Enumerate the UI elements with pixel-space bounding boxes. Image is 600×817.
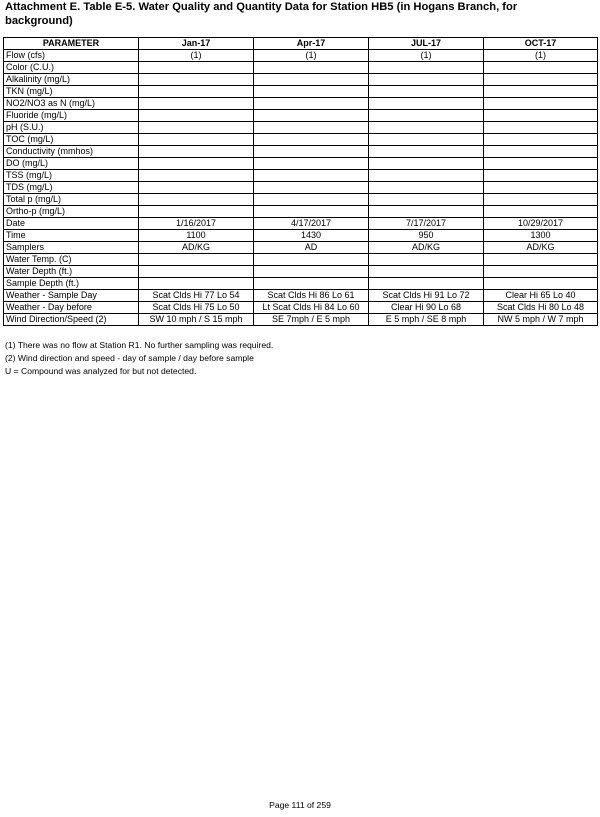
value-cell [254, 266, 369, 278]
value-cell [139, 170, 254, 182]
footnote: (1) There was no flow at Station R1. No further sampling was required. [5, 340, 274, 350]
value-cell: E 5 mph / SE 8 mph [369, 314, 484, 326]
value-cell [369, 74, 484, 86]
table-row [4, 218, 598, 230]
table-row [4, 278, 598, 290]
value-cell [484, 170, 598, 182]
parameter-cell: Total p (mg/L) [4, 194, 139, 206]
value-cell [369, 182, 484, 194]
table-row [4, 194, 598, 206]
value-cell: 7/17/2017 [369, 218, 484, 230]
value-cell: NW 5 mph / W 7 mph [484, 314, 598, 326]
column-header: PARAMETER [4, 38, 139, 50]
value-cell [369, 170, 484, 182]
value-cell: (1) [369, 50, 484, 62]
parameter-cell: Color (C.U.) [4, 62, 139, 74]
value-cell [484, 98, 598, 110]
value-cell [369, 266, 484, 278]
parameter-cell: Ortho-p (mg/L) [4, 206, 139, 218]
value-cell: Clear Hi 65 Lo 40 [484, 290, 598, 302]
table-row [4, 206, 598, 218]
value-cell [254, 182, 369, 194]
value-cell [369, 206, 484, 218]
value-cell [369, 134, 484, 146]
value-cell [369, 98, 484, 110]
column-header: Apr-17 [254, 38, 369, 50]
value-cell [369, 254, 484, 266]
value-cell [254, 170, 369, 182]
value-cell [484, 86, 598, 98]
parameter-cell: Sample Depth (ft.) [4, 278, 139, 290]
value-cell [254, 98, 369, 110]
table-row [4, 50, 598, 62]
value-cell [484, 122, 598, 134]
value-cell: SW 10 mph / S 15 mph [139, 314, 254, 326]
parameter-cell: Conductivity (mmhos) [4, 146, 139, 158]
parameter-cell: pH (S.U.) [4, 122, 139, 134]
value-cell [369, 122, 484, 134]
parameter-cell: NO2/NO3 as N (mg/L) [4, 98, 139, 110]
value-cell [139, 62, 254, 74]
parameter-cell: Weather - Sample Day [4, 290, 139, 302]
table-row [4, 122, 598, 134]
parameter-cell: Wind Direction/Speed (2) [4, 314, 139, 326]
value-cell [139, 194, 254, 206]
footnotes [5, 339, 273, 378]
value-cell: 1/16/2017 [139, 218, 254, 230]
value-cell: (1) [254, 50, 369, 62]
value-cell [369, 62, 484, 74]
parameter-cell: Weather - Day before [4, 302, 139, 314]
value-cell [254, 278, 369, 290]
value-cell [484, 62, 598, 74]
value-cell [484, 110, 598, 122]
table-row [4, 134, 598, 146]
value-cell [254, 74, 369, 86]
table-row [4, 74, 598, 86]
value-cell: Scat Clds Hi 75 Lo 50 [139, 302, 254, 314]
table-row [4, 146, 598, 158]
value-cell: (1) [139, 50, 254, 62]
value-cell: Scat Clds Hi 80 Lo 48 [484, 302, 598, 314]
table-row [4, 302, 598, 314]
footnote: (2) Wind direction and speed - day of sample / day before sample [5, 353, 254, 363]
value-cell: AD [254, 242, 369, 254]
value-cell: AD/KG [139, 242, 254, 254]
parameter-cell: Water Depth (ft.) [4, 266, 139, 278]
value-cell: 4/17/2017 [254, 218, 369, 230]
value-cell [254, 86, 369, 98]
value-cell: Lt Scat Clds Hi 84 Lo 60 [254, 302, 369, 314]
value-cell [484, 266, 598, 278]
value-cell [484, 134, 598, 146]
value-cell: 1430 [254, 230, 369, 242]
table-row [4, 62, 598, 74]
value-cell [484, 74, 598, 86]
parameter-cell: Time [4, 230, 139, 242]
value-cell: 10/29/2017 [484, 218, 598, 230]
parameter-cell: Fluoride (mg/L) [4, 110, 139, 122]
parameter-cell: Date [4, 218, 139, 230]
value-cell: (1) [484, 50, 598, 62]
value-cell [139, 146, 254, 158]
value-cell [254, 134, 369, 146]
value-cell [254, 62, 369, 74]
table-row [4, 242, 598, 254]
value-cell: AD/KG [369, 242, 484, 254]
parameter-cell: TKN (mg/L) [4, 86, 139, 98]
table-row [4, 98, 598, 110]
table-row [4, 266, 598, 278]
value-cell [139, 110, 254, 122]
value-cell [139, 122, 254, 134]
value-cell [369, 278, 484, 290]
value-cell [484, 182, 598, 194]
value-cell [139, 266, 254, 278]
value-cell [484, 158, 598, 170]
table-row [4, 158, 598, 170]
table-row [4, 86, 598, 98]
value-cell: Clear Hi 90 Lo 68 [369, 302, 484, 314]
footnote: U = Compound was analyzed for but not detected. [5, 366, 197, 376]
parameter-cell: Samplers [4, 242, 139, 254]
value-cell [254, 158, 369, 170]
value-cell [139, 206, 254, 218]
value-cell [484, 278, 598, 290]
value-cell: SE 7mph / E 5 mph [254, 314, 369, 326]
page-title: Attachment E. Table E-5. Water Quality and Quantity Data for Station HB5 (in Hogans Branch, for background) [5, 1, 518, 27]
value-cell [139, 86, 254, 98]
value-cell [139, 98, 254, 110]
table-row [4, 314, 598, 326]
value-cell [254, 254, 369, 266]
value-cell [484, 146, 598, 158]
value-cell [369, 158, 484, 170]
value-cell [139, 158, 254, 170]
value-cell [139, 254, 254, 266]
table-header-row [4, 38, 598, 50]
value-cell [254, 122, 369, 134]
value-cell [369, 86, 484, 98]
value-cell [139, 182, 254, 194]
value-cell: Scat Clds Hi 91 Lo 72 [369, 290, 484, 302]
table-row [4, 230, 598, 242]
column-header: Jan-17 [139, 38, 254, 50]
value-cell: Scat Clds Hi 86 Lo 61 [254, 290, 369, 302]
value-cell: 1300 [484, 230, 598, 242]
value-cell [254, 206, 369, 218]
value-cell [369, 194, 484, 206]
value-cell [484, 194, 598, 206]
table-row [4, 182, 598, 194]
value-cell [484, 206, 598, 218]
value-cell: 1100 [139, 230, 254, 242]
value-cell [139, 74, 254, 86]
value-cell [369, 146, 484, 158]
table-row [4, 290, 598, 302]
value-cell [254, 194, 369, 206]
value-cell [484, 254, 598, 266]
value-cell: AD/KG [484, 242, 598, 254]
parameter-cell: TOC (mg/L) [4, 134, 139, 146]
value-cell [139, 278, 254, 290]
parameter-cell: Water Temp. (C) [4, 254, 139, 266]
value-cell: Scat Clds Hi 77 Lo 54 [139, 290, 254, 302]
water-quality-table [3, 37, 598, 326]
table-row [4, 170, 598, 182]
parameter-cell: TSS (mg/L) [4, 170, 139, 182]
table-row [4, 110, 598, 122]
column-header: OCT-17 [484, 38, 598, 50]
value-cell [369, 110, 484, 122]
value-cell [254, 110, 369, 122]
parameter-cell: Alkalinity (mg/L) [4, 74, 139, 86]
parameter-cell: Flow (cfs) [4, 50, 139, 62]
value-cell: 950 [369, 230, 484, 242]
page-number: Page 111 of 259 [269, 800, 331, 810]
parameter-cell: TDS (mg/L) [4, 182, 139, 194]
value-cell [139, 134, 254, 146]
parameter-cell: DO (mg/L) [4, 158, 139, 170]
table-row [4, 254, 598, 266]
value-cell [254, 146, 369, 158]
column-header: JUL-17 [369, 38, 484, 50]
